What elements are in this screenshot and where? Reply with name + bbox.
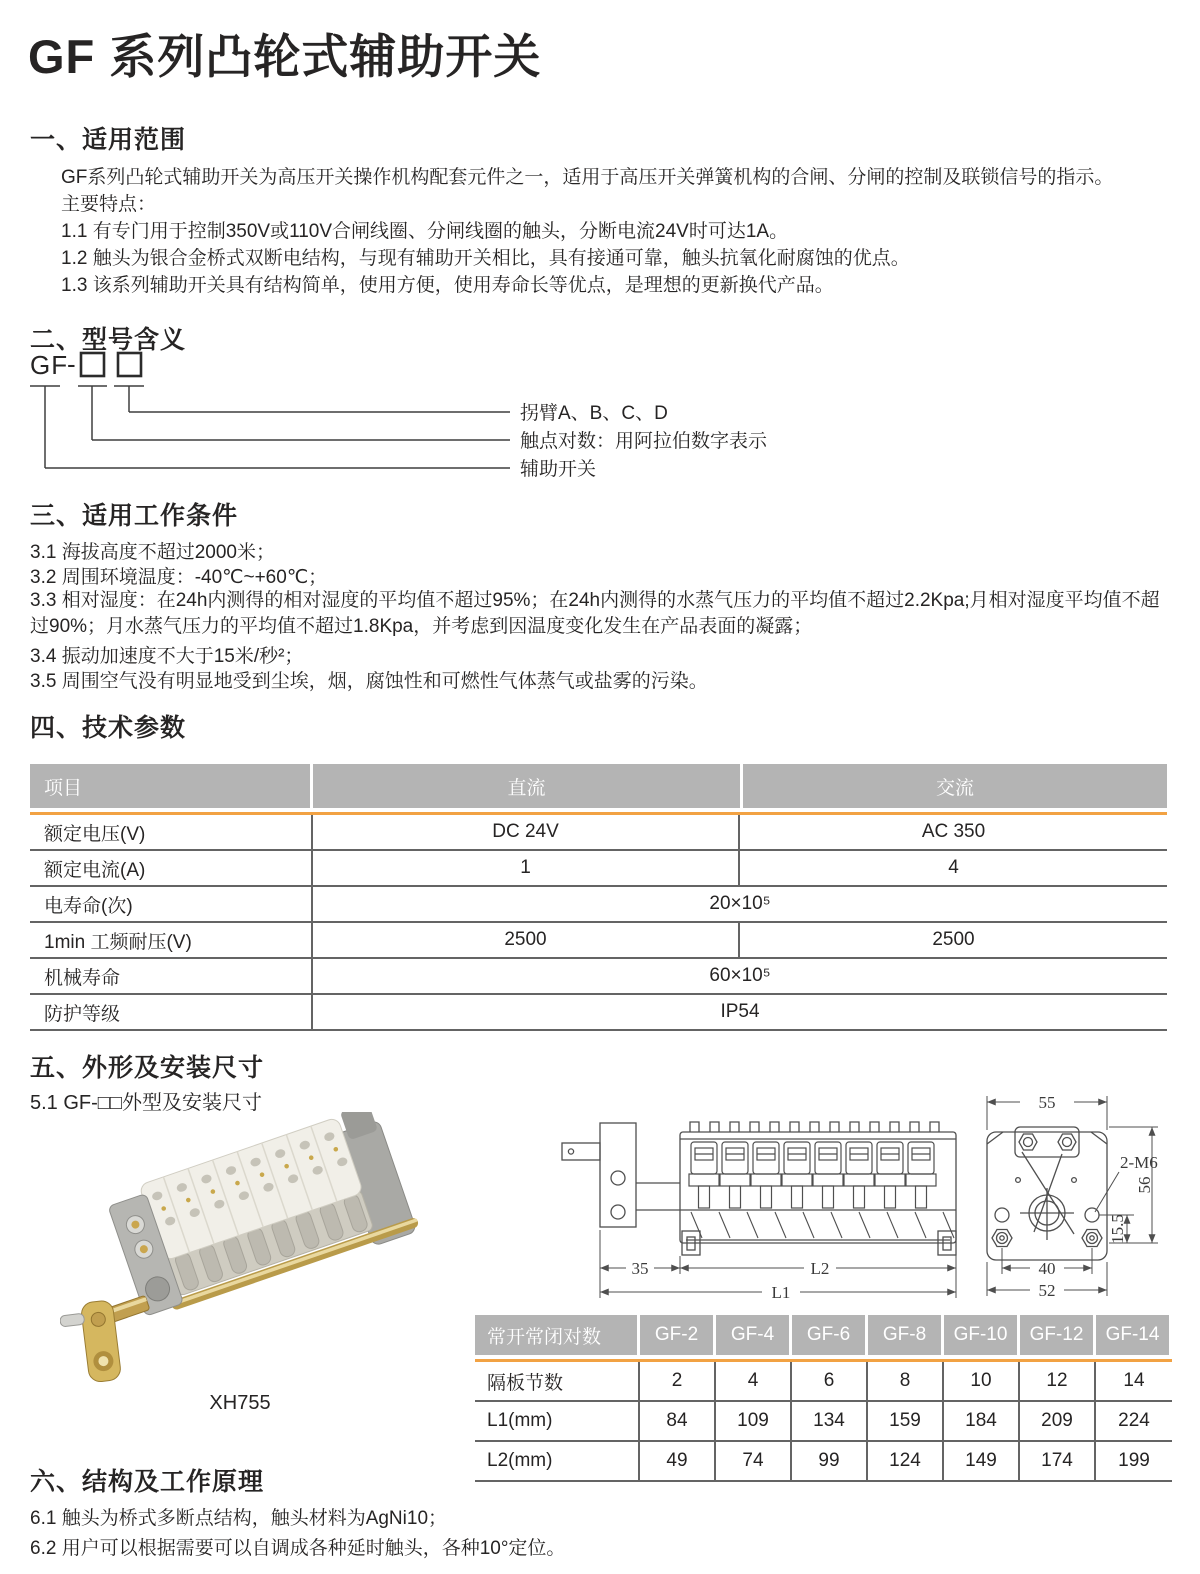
- dimension-lines: [987, 1096, 1158, 1296]
- cell-span-value: 20×10⁵: [709, 893, 771, 914]
- model-label-aux-switch: 辅助开关: [520, 459, 597, 480]
- cell-label: 机械寿命: [30, 959, 313, 993]
- table-row: [30, 851, 1167, 887]
- dimension-table: [475, 1315, 1172, 1482]
- section6-item-2: 6.2 用户可以根据需要可以自调成各种延时触头，各种10°定位。: [30, 1538, 566, 1559]
- cell-value: 174: [1020, 1442, 1096, 1480]
- cell-ac: 4: [948, 857, 959, 878]
- cell-value: 109: [716, 1402, 792, 1440]
- cell-value: 159: [868, 1402, 944, 1440]
- cell-ac: 2500: [932, 929, 975, 950]
- dim-55: 55: [1038, 1093, 1056, 1112]
- table-row: [30, 995, 1167, 1031]
- model-label-contact-pairs: 触点对数：用阿拉伯数字表示: [520, 431, 768, 452]
- cell-value: 184: [944, 1402, 1020, 1440]
- cell-value: 209: [1020, 1402, 1096, 1440]
- photo-caption: XH755: [209, 1392, 271, 1414]
- cell-label: 额定电压(V): [30, 815, 313, 849]
- header-cell-item: 项目: [30, 764, 310, 808]
- dim-52: 52: [1038, 1281, 1056, 1300]
- dim-L1: L1: [771, 1283, 791, 1302]
- table-row: [30, 887, 1167, 923]
- section6-item-1: 6.1 触头为桥式多断点结构，触头材料为AgNi10；: [30, 1508, 448, 1529]
- header-cell-model: GF-10: [944, 1315, 1017, 1355]
- diagram-connector-lines: [30, 386, 510, 468]
- header-cell-model: GF-14: [1096, 1315, 1169, 1355]
- dim-15-5: 15.5: [1108, 1214, 1127, 1244]
- model-box-2: [118, 353, 141, 376]
- header-cell-model: GF-4: [716, 1315, 789, 1355]
- section4-heading: 四、技术参数: [30, 714, 187, 742]
- cell-dc: DC 24V: [313, 815, 740, 849]
- cell-label: 电寿命(次): [30, 887, 313, 921]
- parameter-table: [30, 764, 1167, 1031]
- section6-heading: 六、结构及工作原理: [30, 1468, 265, 1496]
- header-cell-model: GF-12: [1020, 1315, 1093, 1355]
- table-row: [475, 1362, 1172, 1402]
- cell-label: L1(mm): [475, 1402, 640, 1440]
- cell-value: 124: [868, 1442, 944, 1480]
- table-row: [30, 959, 1167, 995]
- cell-value: 134: [792, 1402, 868, 1440]
- header-cell-dc: 直流: [313, 764, 740, 808]
- model-prefix: GF: [30, 350, 69, 380]
- cell-label: L2(mm): [475, 1442, 640, 1480]
- front-view-outline: [987, 1127, 1107, 1260]
- cell-value: 224: [1118, 1410, 1150, 1431]
- cell-value: 2: [640, 1362, 716, 1400]
- table-row: [30, 815, 1167, 851]
- cell-value: 49: [640, 1442, 716, 1480]
- section1-heading: 一、适用范围: [30, 126, 187, 154]
- section3-item-3: 3.3 相对湿度：在24h内测得的相对湿度的平均值不超过95%；在24h内测得的水蒸气压力的平均值不超过2.2Kpa;月相对湿度平均值不超过90%；月水蒸气压力的平均值不超过1.8Kpa，并考虑到因温度变化发生在产品表面的凝露；: [30, 590, 1160, 637]
- page-title: GF 系列凸轮式辅助开关: [28, 30, 542, 83]
- cell-value: 14: [1123, 1370, 1145, 1391]
- cell-value: 6: [792, 1362, 868, 1400]
- section3-heading: 三、适用工作条件: [30, 502, 239, 530]
- header-cell-pairs: 常开常闭对数: [475, 1315, 637, 1355]
- section1-subtitle: 主要特点：: [61, 194, 157, 215]
- cell-label: 额定电流(A): [30, 851, 313, 885]
- crank-lever: [60, 1300, 122, 1384]
- cell-value: 149: [944, 1442, 1020, 1480]
- cell-label: 隔板节数: [475, 1362, 640, 1400]
- parameter-table-header: [30, 764, 1167, 808]
- section1-item-3: 1.3 该系列辅助开关具有结构简单，使用方便，使用寿命长等优点，是理想的更新换代产品。: [61, 275, 834, 296]
- header-cell-model: GF-8: [868, 1315, 941, 1355]
- cell-value: 199: [1118, 1450, 1150, 1471]
- section3-item-2: 3.2 周围环境温度：-40℃~+60℃；: [30, 567, 328, 588]
- front-view-drawing: [958, 1082, 1194, 1314]
- section1-intro: GF系列凸轮式辅助开关为高压开关操作机构配套元件之一，适用于高压开关弹簧机构的合闸、分闸的控制及联锁信号的指示。: [61, 167, 1114, 188]
- cell-value: 84: [640, 1402, 716, 1440]
- model-label-arm: 拐臂A、B、C、D: [520, 403, 668, 424]
- section3-item-1: 3.1 海拔高度不超过2000米；: [30, 542, 275, 563]
- model-designation-diagram: [30, 350, 790, 485]
- header-cell-ac: 交流: [743, 764, 1167, 808]
- cell-label: 1min 工频耐压(V): [30, 923, 313, 957]
- dim-2-M6: 2-M6: [1120, 1153, 1158, 1172]
- side-view-drawing: [552, 1088, 976, 1306]
- cell-value: 8: [868, 1362, 944, 1400]
- section3-item-4: 3.4 振动加速度不大于15米/秒²；: [30, 646, 304, 667]
- section1-item-2: 1.2 触头为银合金桥式双断电结构，与现有辅助开关相比，具有接通可靠，触头抗氧化耐腐蚀的优点。: [61, 248, 910, 269]
- table-row: [475, 1442, 1172, 1482]
- header-cell-model: GF-2: [640, 1315, 713, 1355]
- header-cell-model: GF-6: [792, 1315, 865, 1355]
- cell-span-value: 60×10⁵: [709, 965, 771, 986]
- cell-ac: AC 350: [921, 821, 986, 842]
- section1-item-1: 1.1 有专门用于控制350V或110V合闸线圈、分闸线圈的触头，分断电流24V时可达1A。: [61, 221, 789, 242]
- cell-value: 12: [1020, 1362, 1096, 1400]
- dim-40: 40: [1038, 1259, 1056, 1278]
- product-photo: [60, 1112, 420, 1384]
- cell-span-value: IP54: [720, 1001, 760, 1022]
- section2-heading: 二、型号含义: [30, 326, 187, 354]
- cell-value: 99: [792, 1442, 868, 1480]
- cell-value: 74: [716, 1442, 792, 1480]
- section3-item-5: 3.5 周围空气没有明显地受到尘埃，烟，腐蚀性和可燃性气体蒸气或盐雾的污染。: [30, 671, 708, 692]
- cell-label: 防护等级: [30, 995, 313, 1029]
- switch-assembly: [60, 1112, 420, 1384]
- table-row: [475, 1402, 1172, 1442]
- model-dash: -: [67, 350, 77, 379]
- dim-L2: L2: [810, 1259, 830, 1278]
- dim-35: 35: [631, 1259, 649, 1278]
- cell-value: 10: [944, 1362, 1020, 1400]
- section5-subheading: 5.1 GF-□□外型及安装尺寸: [30, 1092, 262, 1114]
- cell-dc: 2500: [313, 923, 740, 957]
- section5-heading: 五、外形及安装尺寸: [30, 1054, 265, 1082]
- cell-dc: 1: [313, 851, 740, 885]
- cell-value: 4: [716, 1362, 792, 1400]
- dim-56: 56: [1135, 1176, 1154, 1194]
- table-row: [30, 923, 1167, 959]
- dimension-table-header: [475, 1315, 1172, 1355]
- model-box-1: [81, 353, 104, 376]
